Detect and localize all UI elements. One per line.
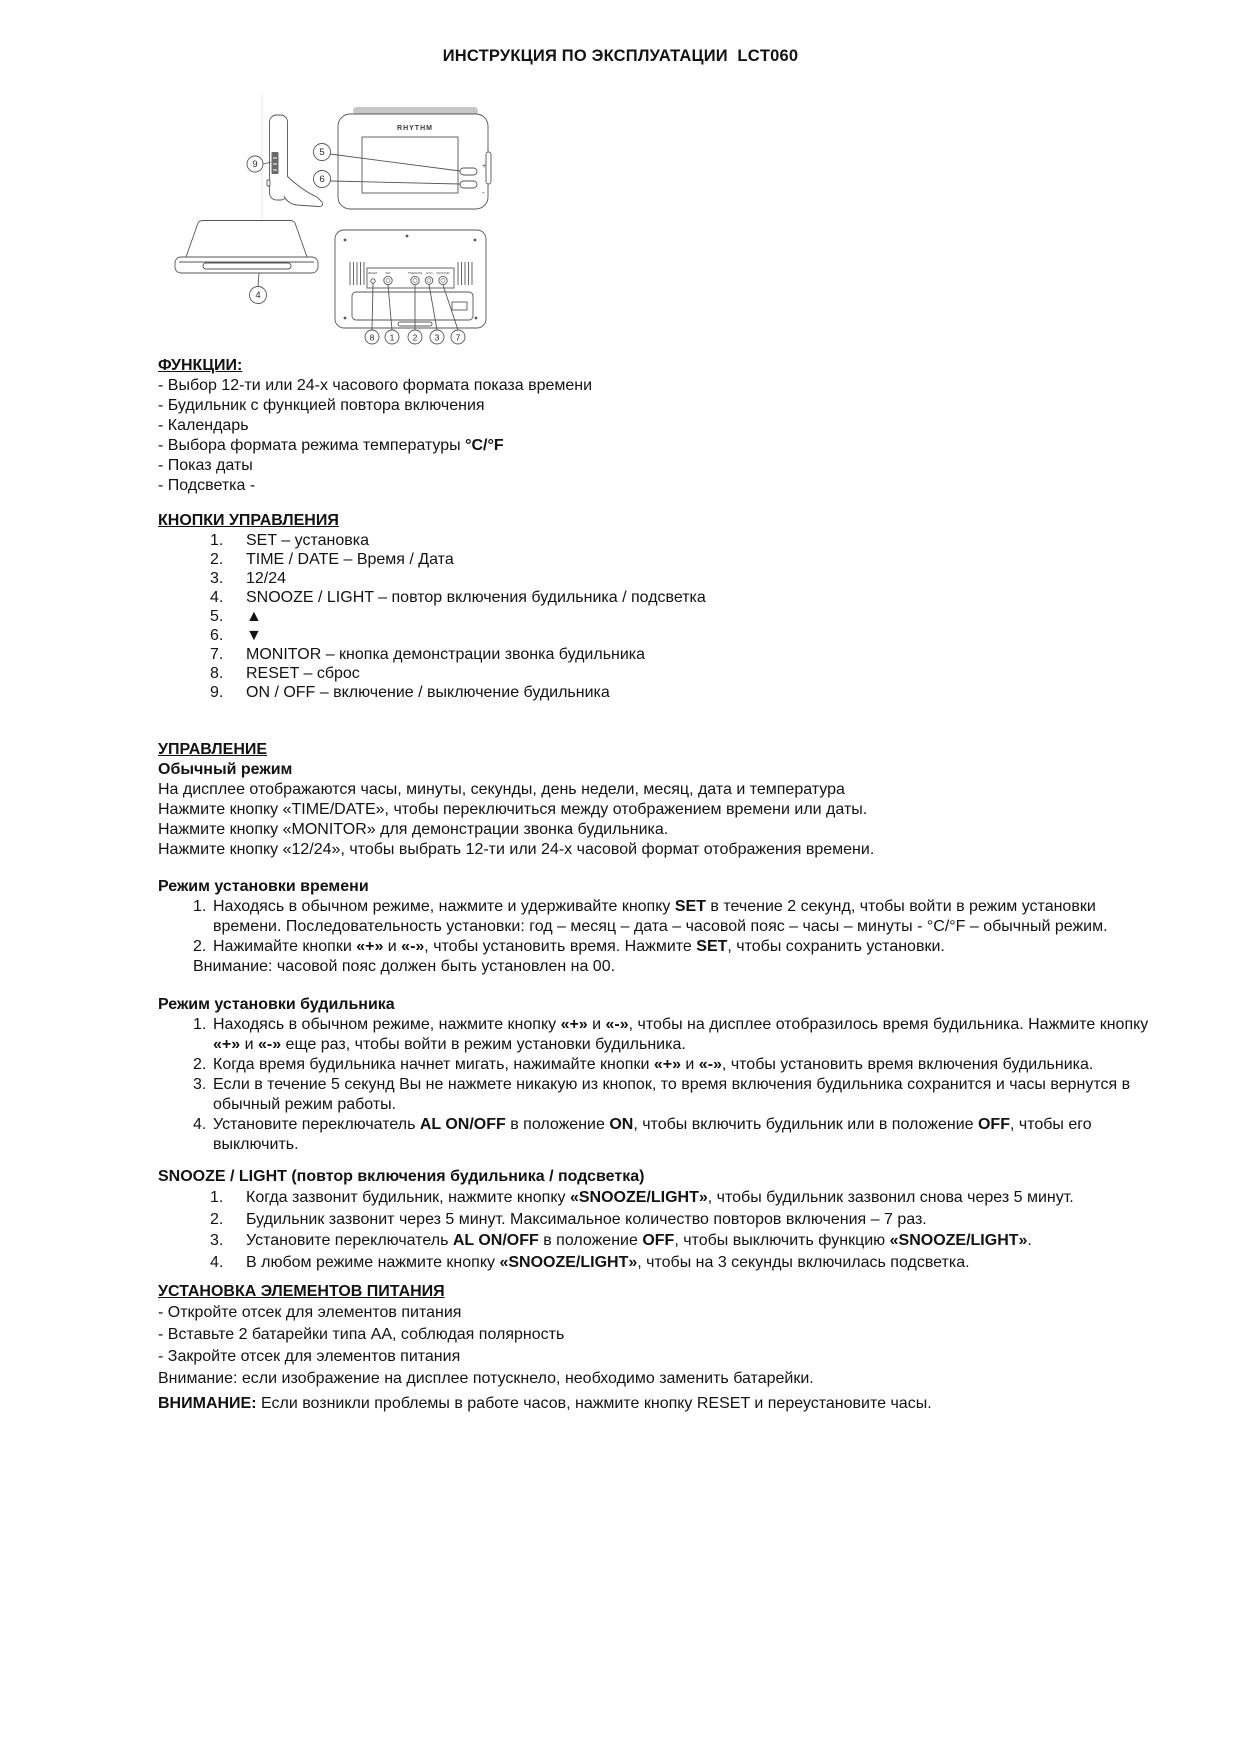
text-run: и (587, 1016, 606, 1033)
item-text: 12/24 (246, 570, 287, 587)
function-item (158, 396, 1161, 416)
button-list-item (158, 626, 1161, 645)
text-run: Когда зазвонит будильник, нажмите кнопку (246, 1189, 570, 1206)
step-number: 4. (193, 1116, 207, 1133)
step-text (213, 1015, 1155, 1055)
text-run: и (680, 1056, 699, 1073)
buttons-heading: КНОПКИ УПРАВЛЕНИЯ (158, 512, 339, 529)
battery-item: - Откройте отсек для элементов питания (158, 1304, 462, 1321)
text-run: °C/°F (465, 437, 504, 454)
step-number: 3. (210, 1232, 224, 1249)
back-label-monitor: MONITOR (436, 271, 450, 275)
step-number: 2. (193, 938, 207, 955)
button-list-item (158, 664, 1161, 683)
12-24-button (425, 277, 433, 285)
side-switch (272, 152, 279, 174)
time-setting-steps (158, 897, 1161, 957)
paragraph-line: Нажмите кнопку «TIME/DATE», чтобы переключиться между отображением времени или даты. (158, 801, 868, 818)
callout-4-label: 4 (255, 290, 261, 301)
text-run: «SNOOZE/LIGHT» (569, 1189, 708, 1206)
item-text: ON / OFF – включение / выключение будильника (246, 684, 610, 701)
item-text: TIME / DATE – Время / Дата (246, 551, 454, 568)
callout-9-label: 9 (252, 159, 258, 170)
battery-list (158, 1302, 1161, 1368)
buttons-list (158, 531, 1161, 702)
text-run: - Выбор 12-ти или 24-х часового формата показа времени (158, 377, 593, 394)
time-date-button (411, 276, 419, 284)
snooze-heading: SNOOZE / LIGHT (повтор включения будильника / подсветка) (158, 1168, 645, 1185)
back-label-set: SET (385, 271, 391, 275)
step-text (213, 937, 1155, 957)
item-text: SET – установка (246, 532, 369, 549)
text-run: , чтобы включить будильник или в положение (633, 1116, 978, 1133)
function-item (158, 416, 1161, 436)
item-text: MONITOR – кнопка демонстрации звонка будильника (246, 646, 646, 663)
control-section (158, 740, 1161, 860)
text-run: «-» (257, 1036, 282, 1053)
text-run: Установите переключатель (246, 1232, 453, 1249)
text-run: , чтобы его выключить. (213, 1116, 1092, 1153)
step-item (158, 1015, 1155, 1055)
brand-label: RHYTHM (397, 125, 433, 132)
snooze-bar (203, 263, 291, 269)
monitor-button (439, 276, 447, 284)
set-button (384, 276, 392, 284)
text-run: в положение (505, 1116, 610, 1133)
text-run: Находясь в обычном режиме, нажмите кнопку (213, 1016, 561, 1033)
item-number: 5. (210, 608, 224, 625)
text-run: «-» (698, 1056, 722, 1073)
item-number: 4. (210, 589, 224, 606)
text-run: AL ON/OFF (452, 1232, 539, 1249)
step-text (213, 1075, 1155, 1115)
text-run: в течение 2 секунд, чтобы войти в режим установки времени. Последовательность установки: год – месяц – дата – часовой пояс – часы – минуты - °C/°F – обычный режим. (213, 898, 1108, 935)
button-list-item (158, 588, 1161, 607)
function-item (158, 376, 1161, 396)
page-title: ИНСТРУКЦИЯ ПО ЭКСПЛУАТАЦИИ LCT060 (442, 47, 799, 65)
item-text: ▼ (246, 627, 262, 644)
functions-list (158, 376, 1161, 496)
battery-heading: УСТАНОВКА ЭЛЕМЕНТОВ ПИТАНИЯ (158, 1283, 445, 1300)
item-number: 9. (210, 684, 224, 701)
plus-button (460, 168, 477, 175)
text-run: , чтобы будильник зазвонил снова через 5 минут. (707, 1189, 1074, 1206)
text-run: в положение (538, 1232, 643, 1249)
callout-7-label: 7 (455, 332, 461, 343)
text-run: , чтобы сохранить установки. (727, 938, 945, 955)
battery-item: - Вставьте 2 батарейки типа АА, соблюдая полярность (158, 1326, 565, 1343)
item-text: ▲ (246, 608, 262, 625)
alarm-setting-steps (158, 1015, 1161, 1155)
text-run: SET (696, 938, 728, 955)
item-number: 6. (210, 627, 224, 644)
text-run: ВНИМАНИЕ: (158, 1395, 257, 1412)
step-item (158, 897, 1155, 937)
step-text (246, 1209, 1161, 1231)
text-run: Будильник зазвонит через 5 минут. Максимальное количество повторов включения – 7 раз. (246, 1210, 927, 1228)
callout-6-label: 6 (319, 174, 325, 185)
bottom-view (175, 221, 318, 304)
step-number: 1. (193, 1016, 207, 1033)
item-number: 2. (210, 551, 224, 568)
buttons-section (158, 511, 1161, 702)
step-item (158, 937, 1155, 957)
text-run: В любом режиме нажмите кнопку (246, 1253, 500, 1271)
text-run: еще раз, чтобы войти в режим установки будильника. (281, 1036, 686, 1053)
alarm-setting-section (158, 995, 1161, 1155)
text-run: , чтобы установить время включения будильника. (721, 1056, 1094, 1073)
normal-mode-subheading: Обычный режим (158, 761, 293, 778)
step-item (158, 1055, 1155, 1075)
text-run: , чтобы на 3 секунды включилась подсветка. (637, 1253, 970, 1271)
item-number: 1. (210, 532, 224, 549)
callout-8-label: 8 (369, 332, 375, 343)
paragraph-line: На дисплее отображаются часы, минуты, секунды, день недели, месяц, дата и температура (158, 781, 845, 798)
plus-sign: + (482, 163, 487, 170)
text-run: Находясь в обычном режиме, нажмите и удерживайте кнопку (213, 898, 675, 915)
paragraph-line: Нажмите кнопку «MONITOR» для демонстрации звонка будильника. (158, 821, 669, 838)
step-number: 4. (210, 1253, 224, 1271)
step-item (158, 1115, 1155, 1155)
text-run: Когда время будильника начнет мигать, нажимайте кнопки (213, 1056, 654, 1073)
text-run: «-» (605, 1016, 629, 1033)
functions-section (158, 356, 1161, 496)
callout-5-label: 5 (319, 147, 325, 158)
step-item (158, 1252, 1161, 1274)
minus-sign: - (482, 188, 485, 197)
time-setting-heading: Режим установки времени (158, 878, 369, 895)
text-run: , чтобы установить время. Нажмите (424, 938, 697, 955)
step-item (158, 1187, 1161, 1209)
button-list-item (158, 550, 1161, 569)
alarm-setting-heading: Режим установки будильника (158, 996, 395, 1013)
control-heading: УПРАВЛЕНИЕ (158, 741, 268, 758)
front-view (314, 107, 492, 209)
battery-item: - Закройте отсек для элементов питания (158, 1348, 461, 1365)
warning-paragraph (158, 1394, 1161, 1414)
button-list-item (158, 645, 1161, 664)
warning-section (158, 1394, 1161, 1414)
back-label-time-date: TIME/DATE (407, 271, 423, 275)
step-number: 3. (193, 1076, 207, 1093)
text-run: - Подсветка - (158, 477, 256, 494)
text-run: OFF (642, 1232, 675, 1249)
step-text (246, 1252, 1161, 1274)
control-paragraphs (158, 780, 1161, 860)
front-display (362, 137, 458, 193)
text-run: - Показ даты (158, 457, 253, 474)
text-run: - Выбора формата режима температуры (158, 437, 466, 454)
clock-diagram (150, 92, 502, 354)
text-run: . (1027, 1232, 1032, 1249)
item-text: RESET – сброс (246, 665, 360, 682)
step-text (246, 1187, 1161, 1209)
battery-section (158, 1282, 1161, 1390)
step-item (158, 1230, 1161, 1252)
text-run: «+» (213, 1036, 241, 1053)
item-text: SNOOZE / LIGHT – повтор включения будильника / подсветка (246, 589, 706, 606)
side-view (247, 115, 323, 207)
time-setting-section (158, 877, 1161, 977)
text-run: «+» (653, 1056, 681, 1073)
step-number: 1. (193, 898, 207, 915)
text-run: - Календарь (158, 417, 249, 434)
text-run: Если возникли проблемы в работе часов, нажмите кнопку RESET и переустановите часы. (256, 1395, 932, 1412)
step-number: 1. (210, 1189, 224, 1206)
text-run: - Будильник с функцией повтора включения (158, 397, 485, 414)
clock-diagram-svg (150, 92, 502, 354)
step-text (246, 1230, 1161, 1252)
text-run: «SNOOZE/LIGHT» (499, 1253, 638, 1271)
callout-2-label: 2 (412, 332, 418, 343)
button-list-item (158, 531, 1161, 550)
function-item (158, 436, 1161, 456)
text-run: и (383, 938, 402, 955)
text-run: SET (674, 898, 706, 915)
text-run: ON (609, 1116, 634, 1133)
text-run: «+» (356, 938, 384, 955)
text-run: AL ON/OFF (419, 1116, 506, 1133)
text-run: Если в течение 5 секунд Вы не нажмете никакую из кнопок, то время включения будильника сохранится и часы вернутся в обычный режим работы. (213, 1076, 1131, 1113)
text-run: , чтобы выключить функцию (674, 1232, 890, 1249)
paragraph-line: Нажмите кнопку «12/24», чтобы выбрать 12-ти или 24-х часовой формат отображения времени. (158, 841, 875, 858)
text-run: Установите переключатель (213, 1116, 420, 1133)
minus-button (460, 181, 477, 188)
text-run: «-» (401, 938, 425, 955)
step-text (213, 1115, 1155, 1155)
text-run: и (240, 1036, 258, 1053)
button-list-item (158, 569, 1161, 588)
back-label-reset: RESET (368, 271, 378, 275)
button-list-item (158, 607, 1161, 626)
step-number: 2. (210, 1210, 224, 1228)
step-item (158, 1209, 1161, 1231)
front-side-tab (486, 152, 491, 184)
text-run: OFF (977, 1116, 1010, 1133)
back-view (335, 230, 486, 344)
callout-1-label: 1 (389, 332, 395, 343)
step-text (213, 897, 1155, 937)
item-number: 3. (210, 570, 224, 587)
function-item (158, 456, 1161, 476)
function-item (158, 476, 1161, 496)
back-label-12-24: 12/24 (425, 271, 433, 275)
text-run: Нажимайте кнопки (213, 938, 357, 955)
callout-3-label: 3 (434, 332, 440, 343)
step-text (213, 1055, 1155, 1075)
reset-button (371, 279, 375, 283)
text-run: , чтобы на дисплее отобразилось время будильника. Нажмите кнопку (628, 1016, 1149, 1033)
snooze-steps (158, 1187, 1161, 1273)
step-item (158, 1075, 1155, 1115)
text-run: «+» (560, 1016, 588, 1033)
item-number: 8. (210, 665, 224, 682)
button-list-item (158, 683, 1161, 702)
functions-heading: ФУНКЦИИ: (158, 357, 243, 374)
battery-note: Внимание: если изображение на дисплее потускнело, необходимо заменить батарейки. (158, 1370, 814, 1387)
item-number: 7. (210, 646, 224, 663)
step-number: 2. (193, 1056, 207, 1073)
text-run: «SNOOZE/LIGHT» (889, 1232, 1028, 1249)
snooze-section (158, 1167, 1161, 1273)
time-setting-note: Внимание: часовой пояс должен быть установлен на 00. (193, 958, 616, 975)
